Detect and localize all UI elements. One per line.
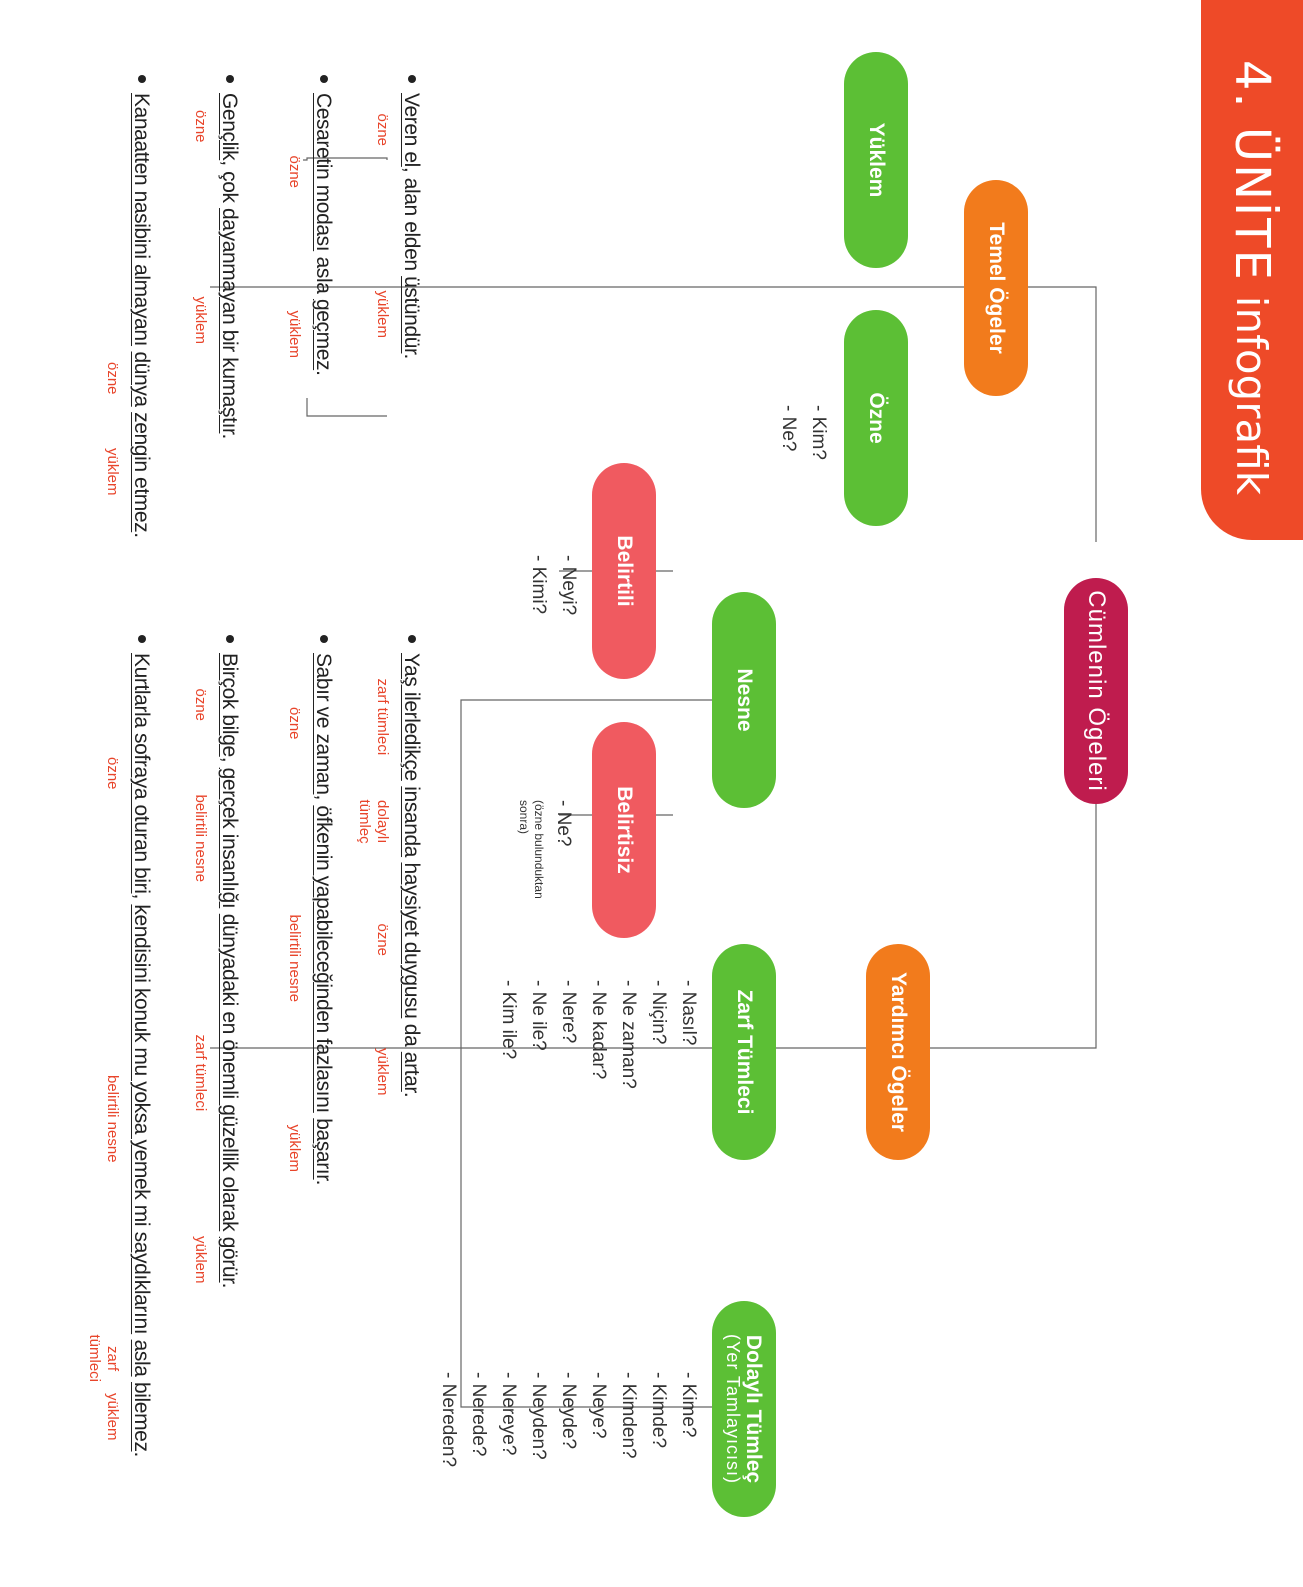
element-label: yüklem — [286, 1124, 303, 1173]
bullet-icon — [320, 635, 328, 643]
sentence-element: dayanmayan bir kumaştır — [218, 208, 241, 434]
question-item: - Niçin? — [648, 980, 669, 1045]
sentence-element: artar — [400, 1051, 423, 1092]
node-ozne — [844, 310, 908, 526]
element-label: belirtili nesne — [192, 794, 209, 883]
question-item: - Ne ile? — [528, 980, 549, 1051]
bullet-icon — [138, 635, 146, 643]
sentence-filler: , — [312, 794, 335, 806]
element-label: yüklem — [286, 310, 303, 359]
sentence-element: görür — [218, 1236, 241, 1283]
title-banner — [1201, 0, 1303, 540]
sentence-element: Gençlik — [218, 93, 241, 161]
node-cumlenin-ogeleri — [1064, 578, 1128, 804]
sentence-element: zengin etmez — [130, 412, 153, 533]
sentence-text — [399, 93, 423, 359]
node-belirtili — [592, 463, 656, 679]
node-temel-label: Temel Ögeler — [984, 222, 1008, 354]
sentence-element: gerçek insanlığı — [218, 767, 241, 909]
element-label: özne — [192, 688, 209, 722]
sentence-element: üstündür — [400, 276, 423, 354]
sentence-element: dünya — [130, 351, 153, 407]
sentence-element: Yaş ilerledikçe — [400, 653, 423, 781]
node-nesne — [712, 592, 776, 808]
element-label: özne — [192, 110, 209, 143]
bullet-icon — [408, 75, 416, 83]
sentence-text — [399, 653, 423, 1097]
bullet-icon — [408, 635, 416, 643]
question-item: - Ne zaman? — [618, 980, 639, 1089]
bullet-icon — [226, 635, 234, 643]
sentence-text — [129, 93, 153, 538]
question-item: - Neyden? — [528, 1372, 549, 1460]
title-sub: infografik — [1227, 295, 1277, 495]
element-label: özne — [104, 757, 121, 790]
node-belirtisiz — [592, 722, 656, 938]
sentence-text — [217, 653, 241, 1288]
sentence-filler: , — [130, 893, 153, 905]
element-label: belirtili nesne — [104, 1075, 121, 1163]
sentence-element: kendisini konuk mu yoksa yemek mi saydıklarını — [130, 904, 153, 1335]
title-main: 4. ÜNİTE — [1224, 59, 1280, 282]
sentence-text — [311, 653, 335, 1185]
sentence-filler: . — [130, 532, 153, 538]
question-item: - Neyde? — [558, 1372, 579, 1450]
question-item: - Kime? — [678, 1372, 699, 1438]
sentence-element: Veren el — [400, 93, 423, 167]
question-item: - Nereden? — [438, 1372, 459, 1468]
node-root-label: Cümlenin Ögeleri — [1083, 590, 1111, 792]
sentence-element: Birçok bilge — [218, 653, 241, 757]
question-item: - Kim ile? — [498, 980, 519, 1060]
sentence-text — [217, 93, 241, 439]
sentence-filler: . — [400, 1091, 423, 1098]
sentence-element: dünyadaki en önemli güzellik olarak — [218, 913, 241, 1232]
node-dolayli-label: Dolaylı Tümleç — [742, 1334, 766, 1484]
node-zarf-tumleci — [712, 944, 776, 1160]
element-label: tümleci — [86, 1334, 103, 1383]
sentence-element: Kanaatten nasibini almayanı — [130, 93, 153, 347]
element-label: özne — [374, 923, 391, 957]
bullet-icon — [226, 75, 234, 83]
sentence-element: öfkenin yapabileceğinden fazlasını — [312, 805, 335, 1113]
sentence-filler: . — [218, 433, 241, 439]
question-item: - Neye? — [588, 1372, 609, 1439]
sentence-element: başarır — [312, 1118, 335, 1180]
question-item: - Kimde? — [648, 1372, 669, 1449]
element-label: yüklem — [192, 1236, 209, 1284]
question-item: - Ne? — [778, 405, 799, 452]
element-label: özne — [374, 113, 391, 147]
element-label: belirtili nesne — [286, 914, 303, 1003]
element-label: özne — [104, 362, 121, 395]
question-item: - Kim? — [808, 405, 829, 460]
question-item: - Nerede? — [468, 1372, 489, 1457]
element-label: zarf tümleci — [374, 678, 391, 756]
node-yuklem-label: Yüklem — [864, 122, 888, 198]
question-item: - Nere? — [558, 980, 579, 1044]
node-nesne-label: Nesne — [732, 668, 756, 732]
sentence-element: Sabır ve zaman — [312, 653, 335, 795]
question-item: - Nereye? — [498, 1372, 519, 1456]
sentence-filler: . — [312, 1179, 335, 1186]
sentence-element: Cesaretin modası — [312, 93, 335, 252]
note-line: (özne bulunduktan — [532, 800, 546, 899]
question-item: - Kimden? — [618, 1372, 639, 1459]
example-sentence — [33, 635, 153, 1535]
element-label: yüklem — [374, 290, 391, 339]
element-label: yüklem — [104, 448, 121, 496]
element-label: özne — [286, 155, 303, 189]
sentence-element: insanda — [400, 786, 423, 858]
note-line: sonra) — [517, 800, 531, 835]
sentence-element: Kurtlarla sofraya oturan biri — [130, 653, 153, 894]
sentence-filler: . — [218, 1282, 241, 1289]
node-yardimci-label: Yardımcı Ögeler — [886, 972, 910, 1132]
node-yardimci-ogeler — [866, 944, 930, 1160]
node-ozne-label: Özne — [864, 392, 888, 444]
question-item: - Nasıl? — [678, 980, 699, 1046]
sentence-filler: . — [400, 353, 423, 359]
belirtisiz-question — [548, 800, 578, 846]
node-temel-ogeler — [964, 180, 1028, 396]
bullet-icon — [320, 75, 328, 83]
node-yuklem — [844, 52, 908, 268]
sentence-element: haysiyet duygusu — [400, 862, 423, 1019]
element-label: dolaylı — [374, 800, 391, 844]
sentence-element: asla — [130, 1339, 153, 1377]
ozne-questions — [773, 405, 833, 460]
sentence-text — [129, 653, 153, 1457]
sentence-text — [311, 93, 335, 376]
node-belirtisiz-label: Belirtisiz — [612, 786, 636, 874]
sentence-filler: da — [400, 1018, 423, 1052]
element-label: yüklem — [374, 1048, 391, 1096]
question-item: - Ne? — [553, 800, 574, 847]
question-item: - Neyi? — [558, 555, 579, 616]
node-belirtili-label: Belirtili — [612, 535, 636, 607]
element-label: yüklem — [192, 296, 209, 345]
element-label: tümleç — [356, 799, 373, 844]
element-label: yüklem — [104, 1393, 121, 1441]
element-label: zarf — [104, 1346, 121, 1372]
sentence-element: geçmez — [312, 298, 335, 371]
question-item: - Kimi? — [528, 555, 549, 615]
sentence-filler: , alan elden — [400, 166, 423, 277]
belirtisiz-note — [516, 800, 546, 899]
question-item: - Ne kadar? — [588, 980, 609, 1080]
sentence-element: bilemez — [130, 1381, 153, 1452]
dolayli-questions — [433, 1372, 703, 1467]
sentence-filler: , çok — [218, 160, 241, 209]
sentence-filler: , — [218, 756, 241, 768]
sentence-filler: . — [312, 370, 335, 376]
element-label: özne — [286, 707, 303, 740]
node-zarf-label: Zarf Tümleci — [732, 989, 756, 1115]
sentence-filler: . — [130, 1451, 153, 1457]
belirtili-questions — [523, 555, 583, 615]
sentence-filler: asla — [312, 251, 335, 299]
node-dolayli-sub: (Yer Tamlayıcısı) — [723, 1333, 744, 1485]
zarf-questions — [493, 980, 703, 1089]
node-dolayli-tumlec — [712, 1301, 776, 1517]
bullet-icon — [138, 75, 146, 83]
element-label: zarf tümleci — [192, 1034, 209, 1112]
